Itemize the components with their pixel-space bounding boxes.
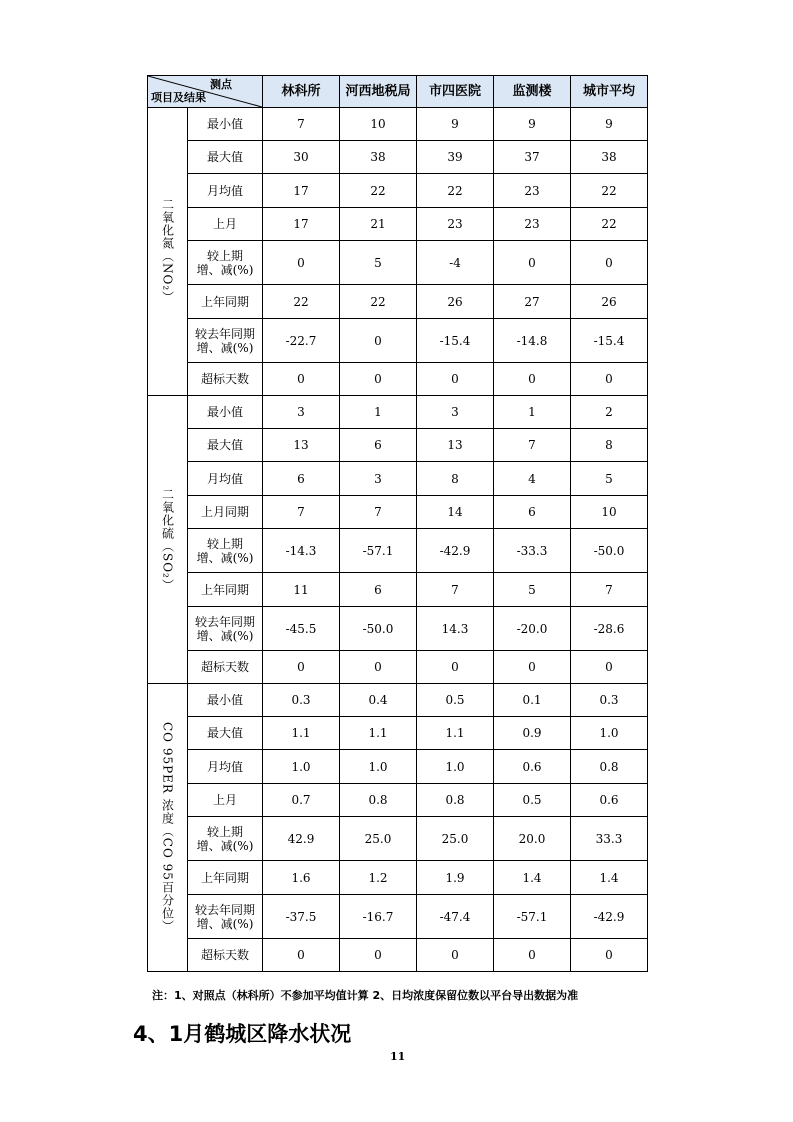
station-header: 监测楼 bbox=[494, 76, 571, 108]
value-cell: 0 bbox=[494, 651, 571, 684]
metric-label-line: 最大值 bbox=[206, 726, 243, 740]
value-cell: 0 bbox=[263, 939, 340, 972]
metric-label-line: 较上期 bbox=[206, 536, 243, 551]
metric-label-line: 超标天数 bbox=[200, 948, 249, 962]
value-cell: 7 bbox=[417, 573, 494, 607]
value-cell: 1.2 bbox=[340, 861, 417, 895]
metric-label bbox=[188, 573, 263, 607]
air-quality-table bbox=[147, 75, 648, 972]
value-cell: 6 bbox=[340, 573, 417, 607]
value-cell: 0.8 bbox=[340, 784, 417, 817]
value-cell: 17 bbox=[263, 174, 340, 208]
value-cell: -57.1 bbox=[494, 895, 571, 939]
table-row bbox=[148, 141, 648, 174]
value-cell: 22 bbox=[571, 174, 648, 208]
metric-label bbox=[188, 895, 263, 939]
value-cell: 5 bbox=[340, 241, 417, 285]
value-cell: 2 bbox=[571, 396, 648, 429]
metric-label-line: 增、减(%) bbox=[196, 916, 254, 931]
value-cell: 27 bbox=[494, 285, 571, 319]
metric-label-line: 最小值 bbox=[206, 405, 243, 419]
value-cell: 0.6 bbox=[494, 750, 571, 784]
value-cell: 7 bbox=[263, 108, 340, 141]
value-cell: 1.6 bbox=[263, 861, 340, 895]
value-cell: 9 bbox=[571, 108, 648, 141]
value-cell: -22.7 bbox=[263, 319, 340, 363]
metric-label-line: 增、减(%) bbox=[196, 340, 254, 355]
value-cell: 30 bbox=[263, 141, 340, 174]
station-header: 市四医院 bbox=[417, 76, 494, 108]
metric-label bbox=[188, 141, 263, 174]
value-cell: 26 bbox=[417, 285, 494, 319]
value-cell: -14.3 bbox=[263, 529, 340, 573]
table-header-row bbox=[148, 76, 648, 108]
value-cell: -16.7 bbox=[340, 895, 417, 939]
value-cell: 9 bbox=[417, 108, 494, 141]
value-cell: 0 bbox=[340, 363, 417, 396]
value-cell: 14.3 bbox=[417, 607, 494, 651]
value-cell: 5 bbox=[571, 462, 648, 496]
metric-label-line: 增、减(%) bbox=[196, 838, 254, 853]
value-cell: 3 bbox=[340, 462, 417, 496]
metric-label bbox=[188, 784, 263, 817]
value-cell: 38 bbox=[340, 141, 417, 174]
value-cell: 9 bbox=[494, 108, 571, 141]
table-row bbox=[148, 861, 648, 895]
value-cell: 1.4 bbox=[494, 861, 571, 895]
value-cell: 0.5 bbox=[494, 784, 571, 817]
value-cell: -42.9 bbox=[417, 529, 494, 573]
metric-label-line: 月均值 bbox=[206, 183, 243, 198]
value-cell: 0 bbox=[571, 939, 648, 972]
metric-label bbox=[188, 817, 263, 861]
metric-label bbox=[188, 429, 263, 462]
table-row bbox=[148, 496, 648, 529]
metric-label-line: 最大值 bbox=[206, 438, 243, 452]
value-cell: 22 bbox=[263, 285, 340, 319]
value-cell: 13 bbox=[417, 429, 494, 462]
value-cell: 23 bbox=[494, 174, 571, 208]
value-cell: 0 bbox=[263, 651, 340, 684]
value-cell: -14.8 bbox=[494, 319, 571, 363]
metric-label bbox=[188, 750, 263, 784]
value-cell: -4 bbox=[417, 241, 494, 285]
value-cell: 0.3 bbox=[571, 684, 648, 717]
value-cell: 7 bbox=[340, 496, 417, 529]
pollutant-group-label bbox=[148, 684, 188, 972]
table-row bbox=[148, 784, 648, 817]
value-cell: 1.0 bbox=[340, 750, 417, 784]
table-row bbox=[148, 939, 648, 972]
metric-label bbox=[188, 174, 263, 208]
metric-label bbox=[188, 939, 263, 972]
value-cell: 1.4 bbox=[571, 861, 648, 895]
metric-label-line: 增、减(%) bbox=[196, 550, 254, 565]
metric-label-line: 上月 bbox=[212, 217, 237, 231]
value-cell: 42.9 bbox=[263, 817, 340, 861]
value-cell: 3 bbox=[417, 396, 494, 429]
value-cell: 10 bbox=[571, 496, 648, 529]
value-cell: 1.1 bbox=[340, 717, 417, 750]
value-cell: 0 bbox=[263, 363, 340, 396]
metric-label bbox=[188, 651, 263, 684]
value-cell: 38 bbox=[571, 141, 648, 174]
value-cell: 0 bbox=[417, 363, 494, 396]
value-cell: 5 bbox=[494, 573, 571, 607]
value-cell: 25.0 bbox=[340, 817, 417, 861]
value-cell: 0 bbox=[417, 651, 494, 684]
metric-label bbox=[188, 462, 263, 496]
value-cell: 0 bbox=[494, 939, 571, 972]
table-row bbox=[148, 319, 648, 363]
value-cell: 0 bbox=[571, 241, 648, 285]
metric-label-line: 超标天数 bbox=[200, 660, 249, 674]
value-cell: 0.8 bbox=[571, 750, 648, 784]
table-row bbox=[148, 573, 648, 607]
station-header: 城市平均 bbox=[571, 76, 648, 108]
value-cell: -33.3 bbox=[494, 529, 571, 573]
value-cell: -37.5 bbox=[263, 895, 340, 939]
pollutant-name: 二氧化硫（SO₂） bbox=[160, 487, 175, 592]
value-cell: 0 bbox=[340, 939, 417, 972]
metric-label-line: 上月同期 bbox=[200, 505, 249, 519]
value-cell: -15.4 bbox=[571, 319, 648, 363]
value-cell: 1.0 bbox=[571, 717, 648, 750]
value-cell: 7 bbox=[494, 429, 571, 462]
metric-label bbox=[188, 285, 263, 319]
table-row bbox=[148, 817, 648, 861]
metric-label-line: 较去年同期 bbox=[194, 902, 255, 917]
value-cell: 22 bbox=[340, 174, 417, 208]
metric-label bbox=[188, 529, 263, 573]
value-cell: 7 bbox=[263, 496, 340, 529]
value-cell: 23 bbox=[417, 208, 494, 241]
value-cell: -50.0 bbox=[340, 607, 417, 651]
metric-label bbox=[188, 607, 263, 651]
table-row bbox=[148, 285, 648, 319]
table-row bbox=[148, 108, 648, 141]
value-cell: 39 bbox=[417, 141, 494, 174]
pollutant-name: 二氧化氮（NO₂） bbox=[160, 198, 175, 305]
station-header: 林科所 bbox=[263, 76, 340, 108]
table-row bbox=[148, 651, 648, 684]
table-row bbox=[148, 895, 648, 939]
value-cell: 22 bbox=[340, 285, 417, 319]
value-cell: -28.6 bbox=[571, 607, 648, 651]
metric-label bbox=[188, 241, 263, 285]
value-cell: 22 bbox=[417, 174, 494, 208]
value-cell: 26 bbox=[571, 285, 648, 319]
value-cell: 1.9 bbox=[417, 861, 494, 895]
table-row bbox=[148, 529, 648, 573]
value-cell: 4 bbox=[494, 462, 571, 496]
metric-label-line: 上年同期 bbox=[200, 582, 249, 597]
header-corner-top: 测点 bbox=[210, 78, 232, 91]
value-cell: 8 bbox=[417, 462, 494, 496]
value-cell: -47.4 bbox=[417, 895, 494, 939]
metric-label-line: 最小值 bbox=[206, 693, 243, 707]
value-cell: 0 bbox=[494, 363, 571, 396]
header-corner-cell bbox=[148, 76, 263, 108]
table-row bbox=[148, 750, 648, 784]
value-cell: 0.9 bbox=[494, 717, 571, 750]
metric-label-line: 最大值 bbox=[206, 150, 243, 164]
value-cell: 0.7 bbox=[263, 784, 340, 817]
value-cell: 1.1 bbox=[417, 717, 494, 750]
value-cell: 0 bbox=[263, 241, 340, 285]
value-cell: 0 bbox=[494, 241, 571, 285]
table-row bbox=[148, 208, 648, 241]
page-number: 11 bbox=[390, 1050, 406, 1063]
value-cell: 0.6 bbox=[571, 784, 648, 817]
metric-label-line: 上月 bbox=[212, 793, 237, 807]
value-cell: 8 bbox=[571, 429, 648, 462]
value-cell: 1 bbox=[494, 396, 571, 429]
metric-label-line: 较上期 bbox=[206, 824, 243, 839]
table-footnote: 注：1、对照点（林科所）不参加平均值计算 2、日均浓度保留位数以平台导出数据为准 bbox=[152, 989, 579, 1002]
metric-label-line: 上年同期 bbox=[200, 870, 249, 885]
value-cell: 17 bbox=[263, 208, 340, 241]
value-cell: 0.5 bbox=[417, 684, 494, 717]
value-cell: 14 bbox=[417, 496, 494, 529]
value-cell: 20.0 bbox=[494, 817, 571, 861]
metric-label-line: 较去年同期 bbox=[194, 326, 255, 341]
value-cell: 10 bbox=[340, 108, 417, 141]
metric-label bbox=[188, 861, 263, 895]
table-row bbox=[148, 684, 648, 717]
value-cell: 0 bbox=[340, 651, 417, 684]
value-cell: 0.8 bbox=[417, 784, 494, 817]
station-header: 河西地税局 bbox=[340, 76, 417, 108]
value-cell: 0 bbox=[417, 939, 494, 972]
value-cell: -57.1 bbox=[340, 529, 417, 573]
value-cell: -50.0 bbox=[571, 529, 648, 573]
metric-label bbox=[188, 684, 263, 717]
header-corner-bottom: 项目及结果 bbox=[151, 91, 206, 104]
table-body bbox=[148, 108, 648, 972]
value-cell: 6 bbox=[263, 462, 340, 496]
value-cell: 0 bbox=[340, 319, 417, 363]
pollutant-group-label bbox=[148, 396, 188, 684]
table-row bbox=[148, 717, 648, 750]
metric-label-line: 超标天数 bbox=[200, 372, 249, 386]
metric-label bbox=[188, 108, 263, 141]
table-row bbox=[148, 462, 648, 496]
metric-label-line: 较上期 bbox=[206, 248, 243, 263]
metric-label bbox=[188, 717, 263, 750]
value-cell: 1 bbox=[340, 396, 417, 429]
value-cell: 7 bbox=[571, 573, 648, 607]
pollutant-group-label bbox=[148, 108, 188, 396]
table-row bbox=[148, 241, 648, 285]
value-cell: 0.3 bbox=[263, 684, 340, 717]
pollutant-name: CO 95PER 浓度（CO 95百分位） bbox=[160, 722, 175, 933]
table-row bbox=[148, 429, 648, 462]
value-cell: 0.4 bbox=[340, 684, 417, 717]
value-cell: 25.0 bbox=[417, 817, 494, 861]
value-cell: -45.5 bbox=[263, 607, 340, 651]
value-cell: 6 bbox=[494, 496, 571, 529]
metric-label-line: 较去年同期 bbox=[194, 614, 255, 629]
table-row bbox=[148, 396, 648, 429]
value-cell: 1.1 bbox=[263, 717, 340, 750]
metric-label-line: 月均值 bbox=[206, 759, 243, 774]
value-cell: -15.4 bbox=[417, 319, 494, 363]
value-cell: 3 bbox=[263, 396, 340, 429]
section-heading: 4、1月鹤城区降水状况 bbox=[133, 1022, 352, 1046]
table-row bbox=[148, 174, 648, 208]
metric-label-line: 月均值 bbox=[206, 471, 243, 486]
table-row bbox=[148, 607, 648, 651]
value-cell: 23 bbox=[494, 208, 571, 241]
metric-label bbox=[188, 208, 263, 241]
metric-label bbox=[188, 396, 263, 429]
value-cell: -20.0 bbox=[494, 607, 571, 651]
value-cell: 1.0 bbox=[417, 750, 494, 784]
metric-label-line: 最小值 bbox=[206, 117, 243, 131]
value-cell: 11 bbox=[263, 573, 340, 607]
metric-label bbox=[188, 496, 263, 529]
value-cell: 22 bbox=[571, 208, 648, 241]
value-cell: 21 bbox=[340, 208, 417, 241]
value-cell: 33.3 bbox=[571, 817, 648, 861]
value-cell: -42.9 bbox=[571, 895, 648, 939]
metric-label bbox=[188, 363, 263, 396]
metric-label bbox=[188, 319, 263, 363]
metric-label-line: 增、减(%) bbox=[196, 628, 254, 643]
metric-label-line: 增、减(%) bbox=[196, 262, 254, 277]
metric-label-line: 上年同期 bbox=[200, 294, 249, 309]
value-cell: 37 bbox=[494, 141, 571, 174]
value-cell: 6 bbox=[340, 429, 417, 462]
value-cell: 0.1 bbox=[494, 684, 571, 717]
table-row bbox=[148, 363, 648, 396]
value-cell: 0 bbox=[571, 651, 648, 684]
value-cell: 0 bbox=[571, 363, 648, 396]
value-cell: 13 bbox=[263, 429, 340, 462]
value-cell: 1.0 bbox=[263, 750, 340, 784]
